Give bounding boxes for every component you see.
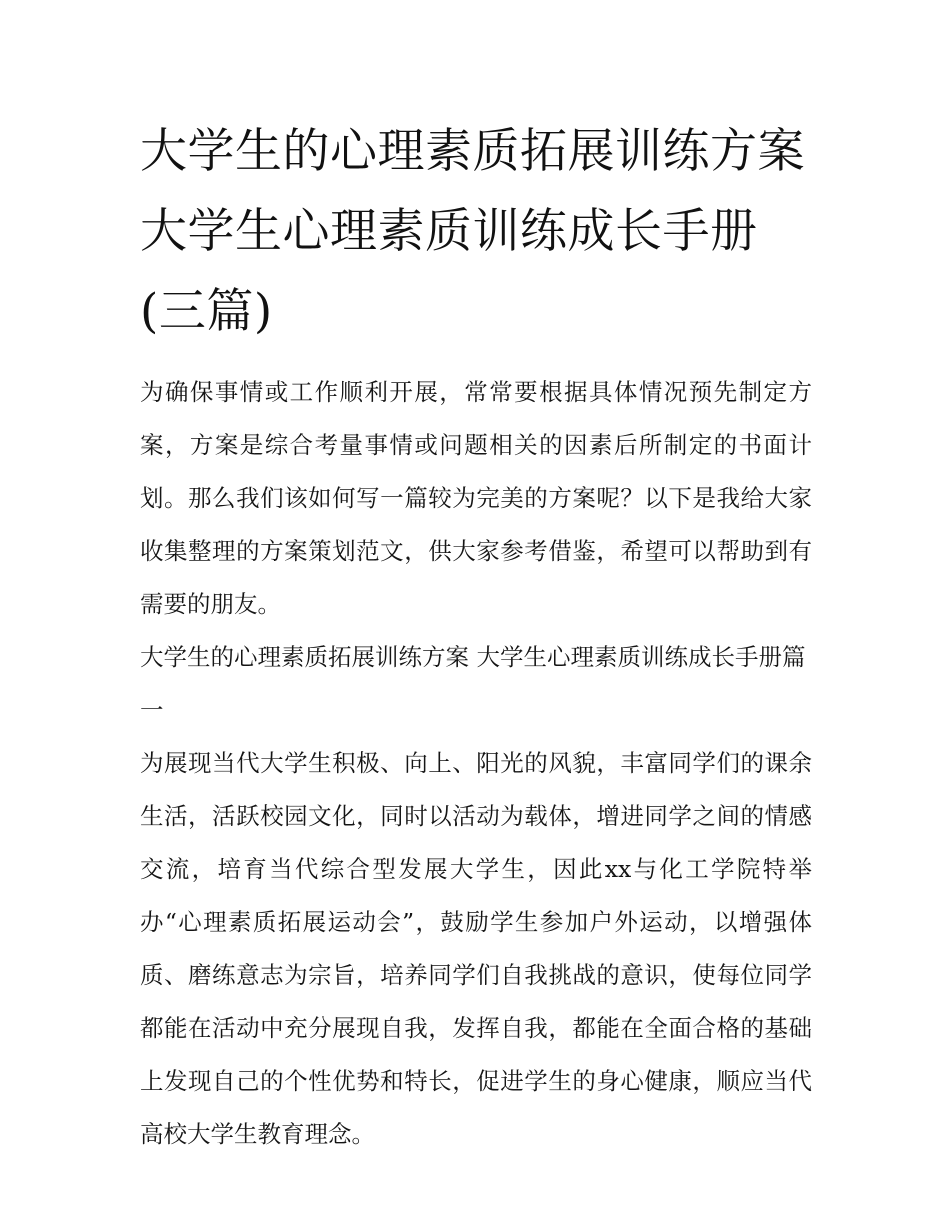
section-body-paragraph: 为展现当代大学生积极、向上、阳光的风貌，丰富同学们的课余生活，活跃校园文化，同时以活动为载体，增进同学之间的情感交流，培育当代综合型发展大学生，因此xx与化工学院特举办“心理素质拓展运动会”，鼓励学生参加户外运动，以增强体质、磨练意志为宗旨，培养同学们自我挑战的意识，使每位同学都能在活动中充分展现自我，发挥自我，都能在全面合格的基础上发现自己的个性优势和特长，促进学生的身心健康，顺应当代高校大学生教育理念。 [140, 749, 812, 1148]
section-heading: 大学生的心理素质拓展训练方案 大学生心理素质训练成长手册篇一 [140, 643, 806, 724]
document-title: 大学生的心理素质拓展训练方案 大学生心理素质训练成长手册(三篇) [140, 124, 805, 339]
document-content [140, 112, 812, 1161]
intro-paragraph: 为确保事情或工作顺利开展，常常要根据具体情况预先制定方案，方案是综合考量事情或问题相关的因素后所制定的书面计划。那么我们该如何写一篇较为完美的方案呢？以下是我给大家收集整理的方案策划范文，供大家参考借鉴，希望可以帮助到有需要的朋友。 [140, 378, 812, 618]
